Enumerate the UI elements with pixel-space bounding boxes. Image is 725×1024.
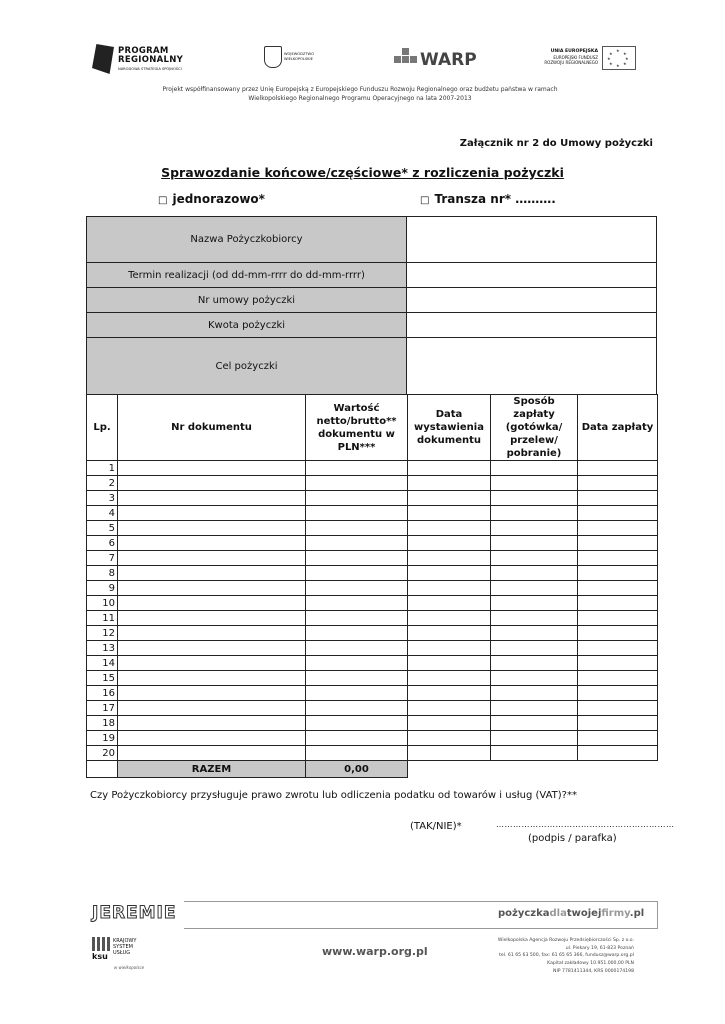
payment-method-cell[interactable] — [491, 611, 578, 626]
program-regionalny-mark-icon — [92, 44, 114, 74]
document-value-cell[interactable] — [306, 566, 408, 581]
payment-date-cell[interactable] — [578, 701, 658, 716]
loan-amount-label: Kwota pożyczki — [87, 313, 407, 338]
col-payment-method: Sposób zapłaty (gotówka/ przelew/ pobranie) — [491, 395, 578, 461]
warp-square-icon — [394, 56, 401, 63]
table-row — [87, 611, 658, 626]
ksu-logo: ksu KRAJOWY SYSTEM USŁUG w wielkopolsce — [92, 938, 145, 970]
total-value: 0,00 — [306, 761, 408, 778]
payment-method-cell[interactable] — [491, 551, 578, 566]
eu-flag-icon: ★ ★ ★ ★ ★ ★ ★ ★ — [602, 46, 636, 70]
payment-date-cell[interactable] — [578, 686, 658, 701]
document-value-cell[interactable] — [306, 461, 408, 476]
payment-date-cell[interactable] — [578, 566, 658, 581]
signature-caption: (podpis / parafka) — [528, 833, 617, 844]
row-number: 1 — [87, 461, 118, 476]
loan-amount-field[interactable] — [407, 313, 657, 338]
slogan-logo: pożyczkadlatwojejfirmy.pl — [498, 908, 645, 919]
payment-method-cell[interactable] — [491, 731, 578, 746]
payment-date-cell[interactable] — [578, 461, 658, 476]
payment-date-cell[interactable] — [578, 506, 658, 521]
document-number-cell[interactable] — [118, 686, 306, 701]
document-number-cell[interactable] — [118, 731, 306, 746]
row-number: 10 — [87, 596, 118, 611]
checkbox-icon[interactable]: □ — [420, 195, 430, 206]
row-number: 6 — [87, 536, 118, 551]
document-number-cell[interactable] — [118, 641, 306, 656]
issue-date-cell[interactable] — [408, 716, 491, 731]
warp-square-icon — [402, 48, 409, 55]
issue-date-cell[interactable] — [408, 566, 491, 581]
payment-date-cell[interactable] — [578, 536, 658, 551]
issue-date-cell[interactable] — [408, 476, 491, 491]
table-row — [87, 491, 658, 506]
row-number: 9 — [87, 581, 118, 596]
issue-date-cell[interactable] — [408, 611, 491, 626]
checkbox-icon[interactable]: □ — [158, 195, 168, 206]
table-row — [87, 746, 658, 761]
page-title: Sprawozdanie końcowe/częściowe* z rozliczenia pożyczki — [161, 165, 564, 180]
col-issue-date: Data wystawienia dokumentu — [408, 395, 491, 461]
issue-date-cell[interactable] — [408, 536, 491, 551]
row-number: 20 — [87, 746, 118, 761]
payment-date-cell[interactable] — [578, 581, 658, 596]
annex-label: Załącznik nr 2 do Umowy pożyczki — [459, 138, 653, 149]
row-number: 7 — [87, 551, 118, 566]
loan-purpose-label: Cel pożyczki — [87, 338, 407, 395]
borrower-name-field[interactable] — [407, 217, 657, 263]
document-value-cell[interactable] — [306, 716, 408, 731]
table-row — [87, 671, 658, 686]
website-link[interactable]: www.warp.org.pl — [322, 945, 428, 958]
payment-method-cell[interactable] — [491, 626, 578, 641]
document-value-cell[interactable] — [306, 686, 408, 701]
payment-date-cell[interactable] — [578, 716, 658, 731]
table-row — [87, 686, 658, 701]
document-number-cell[interactable] — [118, 626, 306, 641]
document-value-cell[interactable] — [306, 506, 408, 521]
col-document-value: Wartość netto/brutto** dokumentu w PLN*** — [306, 395, 408, 461]
issue-date-cell[interactable] — [408, 656, 491, 671]
col-payment-date: Data zapłaty — [578, 395, 658, 461]
row-number: 18 — [87, 716, 118, 731]
row-number: 11 — [87, 611, 118, 626]
payment-method-cell[interactable] — [491, 566, 578, 581]
document-value-cell[interactable] — [306, 521, 408, 536]
payment-method-cell[interactable] — [491, 716, 578, 731]
row-number: 15 — [87, 671, 118, 686]
document-number-cell[interactable] — [118, 536, 306, 551]
payment-method-cell[interactable] — [491, 476, 578, 491]
payment-method-cell[interactable] — [491, 671, 578, 686]
col-lp: Lp. — [87, 395, 118, 461]
payment-method-cell[interactable] — [491, 656, 578, 671]
row-number: 5 — [87, 521, 118, 536]
document-value-cell[interactable] — [306, 476, 408, 491]
issue-date-cell[interactable] — [408, 626, 491, 641]
issue-date-cell[interactable] — [408, 701, 491, 716]
row-number: 8 — [87, 566, 118, 581]
document-value-cell[interactable] — [306, 641, 408, 656]
payment-method-cell[interactable] — [491, 581, 578, 596]
row-number: 3 — [87, 491, 118, 506]
document-value-cell[interactable] — [306, 491, 408, 506]
table-row — [87, 716, 658, 731]
payment-date-cell[interactable] — [578, 626, 658, 641]
eu-logo: UNIA EUROPEJSKA EUROPEJSKI FUNDUSZ ROZWOJU REGIONALNEGO ★ ★ ★ ★ ★ ★ ★ ★ — [540, 46, 636, 72]
jeremie-logo: JEREMIE — [92, 903, 177, 923]
warp-square-icon — [410, 56, 417, 63]
payment-date-cell[interactable] — [578, 491, 658, 506]
table-row — [87, 656, 658, 671]
total-label: RAZEM — [118, 761, 306, 778]
document-value-cell[interactable] — [306, 551, 408, 566]
issue-date-cell[interactable] — [408, 746, 491, 761]
issue-date-cell[interactable] — [408, 506, 491, 521]
table-row — [87, 641, 658, 656]
payment-date-cell[interactable] — [578, 611, 658, 626]
table-row — [87, 596, 658, 611]
document-value-cell[interactable] — [306, 671, 408, 686]
table-row — [87, 566, 658, 581]
issue-date-cell[interactable] — [408, 461, 491, 476]
vat-question: Czy Pożyczkobiorcy przysługuje prawo zwrotu lub odliczenia podatku od towarów i usług (VAT)?** — [90, 790, 577, 801]
row-number: 17 — [87, 701, 118, 716]
document-number-cell[interactable] — [118, 551, 306, 566]
document-value-cell[interactable] — [306, 701, 408, 716]
payment-method-cell[interactable] — [491, 491, 578, 506]
shield-icon — [264, 46, 282, 68]
payment-date-cell[interactable] — [578, 551, 658, 566]
document-value-cell[interactable] — [306, 731, 408, 746]
issue-date-cell[interactable] — [408, 581, 491, 596]
program-regionalny-logo: PROGRAM REGIONALNY NARODOWA STRATEGIA SPÓJNOŚCI — [92, 44, 202, 78]
document-value-cell[interactable] — [306, 626, 408, 641]
issue-date-cell[interactable] — [408, 491, 491, 506]
table-row — [87, 731, 658, 746]
payment-date-cell[interactable] — [578, 521, 658, 536]
table-row — [87, 506, 658, 521]
term-field[interactable] — [407, 263, 657, 288]
ksu-grid-icon — [92, 937, 110, 951]
payment-date-cell[interactable] — [578, 476, 658, 491]
payment-method-cell[interactable] — [491, 701, 578, 716]
project-cofinancing-note: Projekt współfinansowany przez Unię Europejską z Europejskiego Funduszu Rozwoju Regionalnego oraz budżetu państwa w ramach Wielkopolskiego Regionalnego Programu Operacyjnego na lata 2007-2013 — [162, 86, 558, 102]
table-row — [87, 521, 658, 536]
document-number-cell[interactable] — [118, 596, 306, 611]
document-number-cell[interactable] — [118, 461, 306, 476]
table-row — [87, 626, 658, 641]
document-number-cell[interactable] — [118, 506, 306, 521]
document-number-cell[interactable] — [118, 746, 306, 761]
payment-method-cell[interactable] — [491, 521, 578, 536]
issue-date-cell[interactable] — [408, 671, 491, 686]
payment-method-cell[interactable] — [491, 686, 578, 701]
payment-date-cell[interactable] — [578, 656, 658, 671]
table-row — [87, 701, 658, 716]
document-value-cell[interactable] — [306, 536, 408, 551]
payment-date-cell[interactable] — [578, 641, 658, 656]
document-number-cell[interactable] — [118, 716, 306, 731]
loan-purpose-field[interactable] — [407, 338, 657, 395]
option-single[interactable]: □ jednorazowo* — [158, 192, 265, 206]
term-label: Termin realizacji (od dd-mm-rrrr do dd-mm-rrrr) — [87, 263, 407, 288]
issue-date-cell[interactable] — [408, 686, 491, 701]
issue-date-cell[interactable] — [408, 551, 491, 566]
row-number: 4 — [87, 506, 118, 521]
document-value-cell[interactable] — [306, 746, 408, 761]
row-number: 14 — [87, 656, 118, 671]
issue-date-cell[interactable] — [408, 521, 491, 536]
warp-logo: WARP — [394, 48, 474, 74]
document-value-cell[interactable] — [306, 611, 408, 626]
table-row — [87, 461, 658, 476]
document-number-cell[interactable] — [118, 566, 306, 581]
document-value-cell[interactable] — [306, 581, 408, 596]
table-row — [87, 551, 658, 566]
borrower-name-label: Nazwa Pożyczkobiorcy — [87, 217, 407, 263]
row-number: 13 — [87, 641, 118, 656]
contract-number-label: Nr umowy pożyczki — [87, 288, 407, 313]
payment-method-cell[interactable] — [491, 746, 578, 761]
option-tranche[interactable]: □ Transza nr* ………. — [420, 192, 556, 206]
borrower-info-table — [86, 216, 657, 395]
table-row — [87, 536, 658, 551]
payment-method-cell[interactable] — [491, 506, 578, 521]
issue-date-cell[interactable] — [408, 596, 491, 611]
documents-table — [86, 394, 658, 778]
document-number-cell[interactable] — [118, 656, 306, 671]
payment-date-cell[interactable] — [578, 596, 658, 611]
payment-date-cell[interactable] — [578, 746, 658, 761]
document-number-cell[interactable] — [118, 521, 306, 536]
issue-date-cell[interactable] — [408, 731, 491, 746]
issue-date-cell[interactable] — [408, 641, 491, 656]
table-row — [87, 476, 658, 491]
payment-date-cell[interactable] — [578, 671, 658, 686]
col-document-number: Nr dokumentu — [118, 395, 306, 461]
company-address: Wielkopolska Agencja Rozwoju Przedsiębiorczości Sp. z o.o. ul. Piekary 19, 61-823 Poznań tel. 61 65 63 500, fax: 61 65 65 366, fundusz@warp.org.pl Kapitał zakładowy 10.951.000,00 PLN NIP 7781411344, KRS 0000174198 — [497, 938, 634, 974]
payment-method-cell[interactable] — [491, 461, 578, 476]
document-number-cell[interactable] — [118, 476, 306, 491]
payment-method-cell[interactable] — [491, 641, 578, 656]
document-number-cell[interactable] — [118, 491, 306, 506]
table-row — [87, 581, 658, 596]
row-number: 16 — [87, 686, 118, 701]
document-number-cell[interactable] — [118, 581, 306, 596]
document-number-cell[interactable] — [118, 671, 306, 686]
document-number-cell[interactable] — [118, 611, 306, 626]
document-value-cell[interactable] — [306, 656, 408, 671]
wielkopolskie-logo: WOJEWÓDZTWO WIELKOPOLSKIE — [264, 46, 334, 72]
vat-answer-label: (TAK/NIE)* — [410, 821, 462, 832]
document-number-cell[interactable] — [118, 701, 306, 716]
document-value-cell[interactable] — [306, 596, 408, 611]
warp-square-icon — [402, 56, 409, 63]
row-number: 2 — [87, 476, 118, 491]
payment-method-cell[interactable] — [491, 536, 578, 551]
row-number: 12 — [87, 626, 118, 641]
payment-method-cell[interactable] — [491, 596, 578, 611]
signature-line[interactable]: ……………………………………………………… — [496, 820, 675, 829]
row-number: 19 — [87, 731, 118, 746]
payment-date-cell[interactable] — [578, 731, 658, 746]
contract-number-field[interactable] — [407, 288, 657, 313]
